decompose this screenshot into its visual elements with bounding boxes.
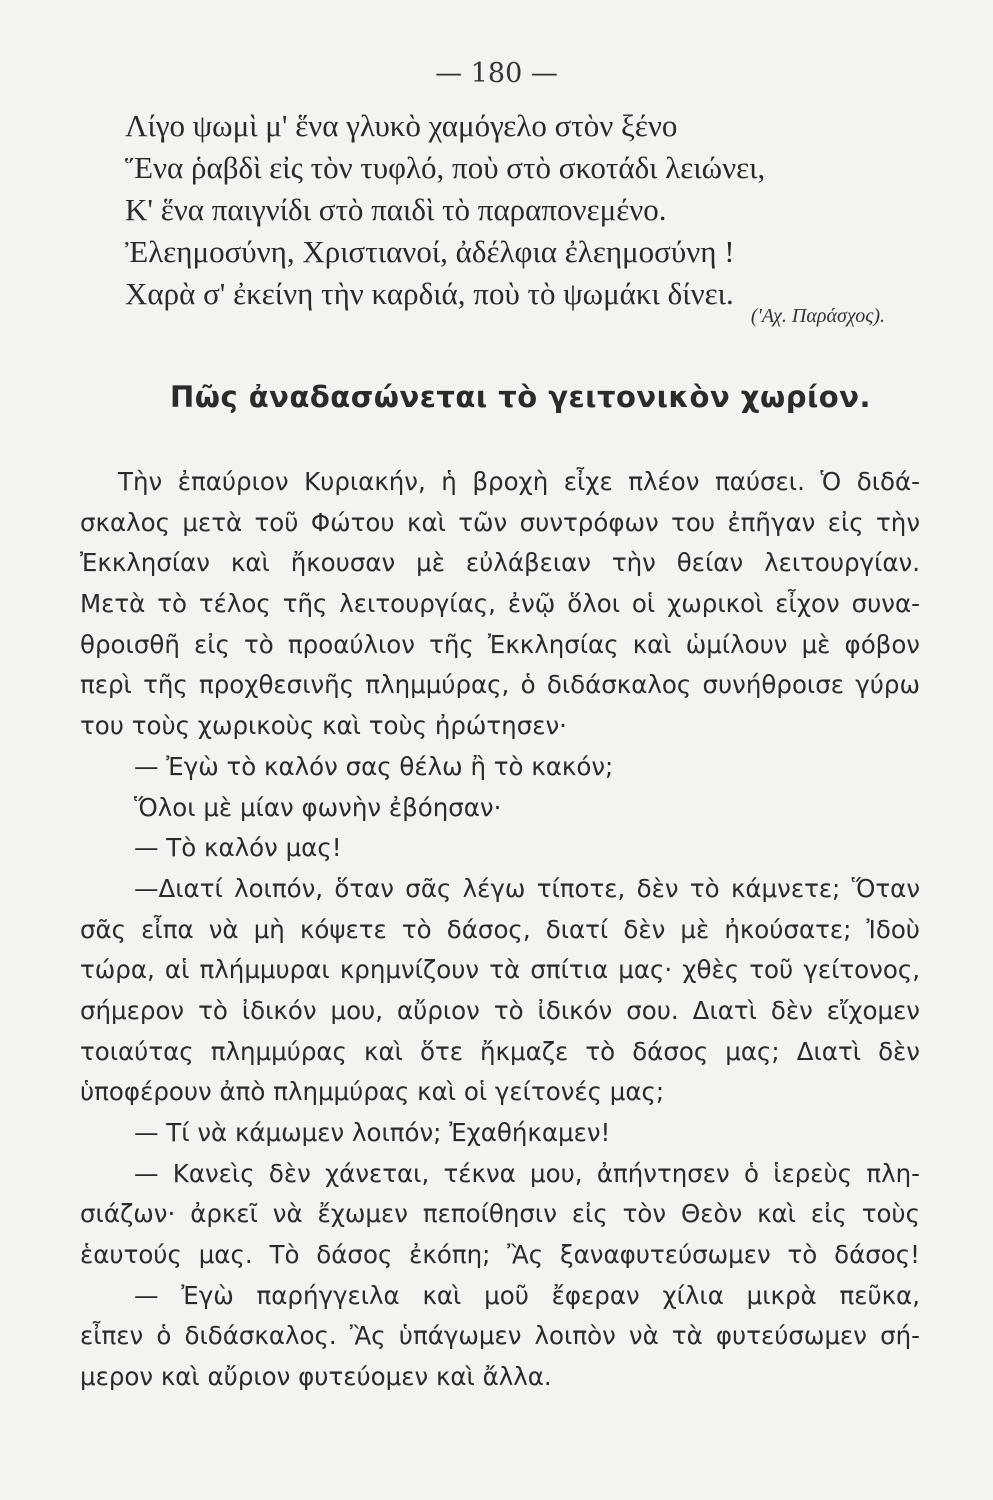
prose-line: Τὴν ἐπαύριον Κυριακήν, ἡ βροχὴ εἶχε πλέον παύσει. Ὁ διδά- [118,467,920,496]
prose-line: Μετὰ τὸ τέλος τῆς λειτουργίας, ἐνῷ ὅλοι οἱ χωρικοὶ εἶχον συνα- [80,589,920,619]
prose-line: — Κανεὶς δὲν χάνεται, τέκνα μου, ἀπήντησεν ὁ ἱερεὺς πλη- [134,1158,920,1188]
prose-line: σκαλος μετὰ τοῦ Φώτου καὶ τῶν συντρόφων του ἐπῆγαν εἰς τὴν [80,507,920,537]
prose-line: περὶ τῆς προχθεσινῆς πλημμύρας, ὁ διδάσκαλος συνήθροισε γύρω [80,670,920,700]
prose-line: μερον καὶ αὔριον φυτεύομεν καὶ ἄλλα. [80,1362,552,1392]
prose-line: Ἐκκλησίαν καὶ ἤκουσαν μὲ εὐλάβειαν τὴν θείαν λειτουργίαν. [80,548,920,578]
prose-line: θροισθῆ εἰς τὸ προαύλιον τῆς Ἐκκλησίας καὶ ὡμίλουν μὲ φόβον [80,629,920,659]
prose-line: — Ἐγὼ παρήγγειλα καὶ μοῦ ἔφεραν χίλια μικρὰ πεῦκα, [134,1280,920,1310]
prose-line: Ὅλοι μὲ μίαν φωνὴν ἐβόησαν· [134,792,502,822]
prose-line: σήμερον τὸ ἰδικόν μου, αὔριον τὸ ἰδικόν σου. Διατὶ δὲν εἴχομεν [80,995,920,1025]
prose-line: τοιαύτας πλημμύρας καὶ ὅτε ἤκμαζε τὸ δάσος μας; Διατὶ δὲν [80,1036,920,1066]
prose-line: —Διατί λοιπόν, ὅταν σᾶς λέγω τίποτε, δὲν τὸ κάμνετε; Ὅταν [134,873,920,903]
poem-line: Ἕνα ῥαβδὶ εἰς τὸν τυφλό, ποὺ στὸ σκοτάδι λειώνει, [125,150,766,185]
prose-line: — Τί νὰ κάμωμεν λοιπόν; Ἐχαθήκαμεν! [134,1118,611,1147]
poem-line: Χαρὰ σ' ἐκείνη τὴν καρδιά, ποὺ τὸ ψωμάκι δίνει. [125,276,734,311]
poem-line: Λίγο ψωμὶ μ' ἕνα γλυκὸ χαμόγελο στὸν ξένο [125,108,678,143]
prose-line: του τοὺς χωρικοὺς καὶ τοὺς ἠρώτησεν· [80,711,567,741]
prose-line: σᾶς εἶπα νὰ μὴ κόψετε τὸ δάσος, διατί δὲν μὲ ἠκούσατε; Ἰδοὺ [80,914,920,944]
poem-line: Ἐλεημοσύνη, Χριστιανοί, ἀδέλφια ἐλεημοσύνη ! [125,234,735,269]
prose-line: σιάζων· ἀρκεῖ νὰ ἔχωμεν πεποίθησιν εἰς τὸν Θεὸν καὶ εἰς τοὺς [80,1199,920,1229]
section-title: Πῶς ἀναδασώνεται τὸ γειτονικὸν χωρίον. [170,380,871,414]
prose-line: ἑαυτούς μας. Τὸ δάσος ἐκόπη; Ἂς ξαναφυτεύσωμεν τὸ δάσος! [80,1240,920,1270]
prose-line: ὑποφέρουν ἀπὸ πλημμύρας καὶ οἱ γείτονές μας; [80,1077,665,1107]
page-number: — 180 — [435,58,558,89]
prose-line: — Τὸ καλόν μας! [134,833,342,863]
poem-attribution: ('Αχ. Παράσχος). [750,305,885,327]
prose-line: τώρα, αἱ πλήμμυραι κρημνίζουν τὰ σπίτια μας· χθὲς τοῦ γείτονος, [80,955,920,985]
prose-body [80,462,920,1398]
prose-line: εἶπεν ὁ διδάσκαλος. Ἂς ὑπάγωμεν λοιπὸν νὰ τὰ φυτεύσωμεν σή- [80,1321,920,1351]
poem-stanza [125,105,925,315]
poem-line: Κ' ἕνα παιγνίδι στὸ παιδὶ τὸ παραπονεμένο. [125,192,667,227]
prose-line: — Ἐγὼ τὸ καλόν σας θέλω ἢ τὸ κακόν; [134,751,614,781]
